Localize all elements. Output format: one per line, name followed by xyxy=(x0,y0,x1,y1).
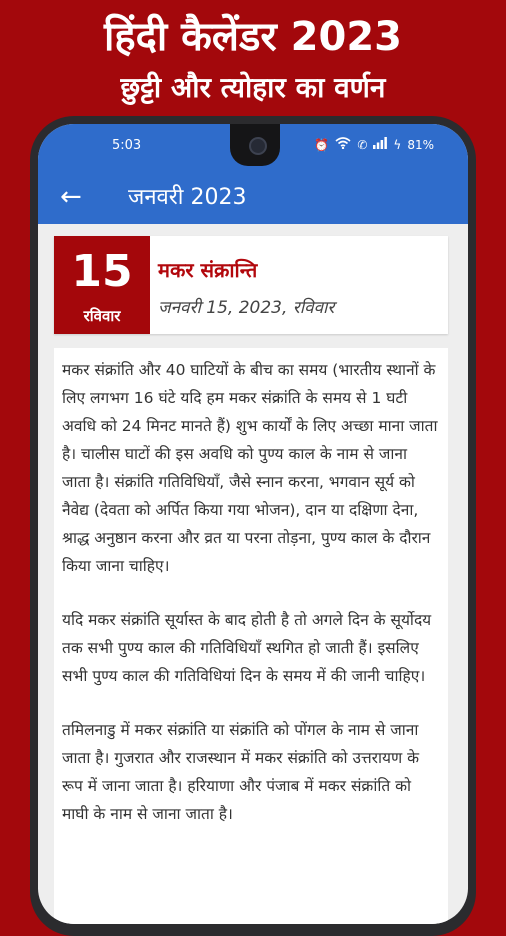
camera-notch xyxy=(230,124,280,166)
festival-date: जनवरी 15, 2023, रविवार xyxy=(158,298,335,318)
status-icons xyxy=(314,137,434,152)
back-button[interactable] xyxy=(60,178,96,218)
page-title: जनवरी 2023 xyxy=(128,185,247,210)
promo-title: हिंदी कैलेंडर 2023 xyxy=(104,14,402,60)
front-camera-icon xyxy=(249,137,267,155)
status-time: 5:03 xyxy=(112,138,142,153)
alarm-icon: ⏰ xyxy=(314,137,330,152)
day-number: 15 xyxy=(71,246,133,297)
app-bar xyxy=(38,172,468,224)
call-icon: ✆ xyxy=(357,137,368,152)
festival-description[interactable] xyxy=(54,348,448,924)
festival-title: मकर संक्रान्ति xyxy=(158,258,258,282)
battery-charging-icon: ϟ xyxy=(393,137,402,152)
wifi-icon xyxy=(335,137,351,152)
description-paragraph: मकर संक्रांति और 40 घाटियों के बीच का समय (भारतीय स्थानों के लिए लगभग 16 घंटे यदि हम मकर संक्रांति के समय से 1 घटी अवधि को 24 मिनट मानते हैं) शुभ कार्यों के लिए अच्छा माना जाता है। चालीस घाटों की इस अवधि को पुण्य काल के नाम से जाना जाता है। संक्रांति गतिविधियाँ, जैसे स्नान करना, भगवान सूर्य को नैवेद्य (देवता को अर्पित किया गया भोजन), दान या दक्षिणा देना, श्राद्ध अनुष्ठान करना और व्रत या परना तोड़ना, पुण्य काल के दौरान किया जाना चाहिए। xyxy=(62,361,438,575)
battery-percent: 81% xyxy=(407,137,434,152)
description-paragraph: तमिलनाडु में मकर संक्रांति या संक्रांति को पोंगल के नाम से जाना जाता है। गुजरात और राजस्थान में मकर संक्रांति को उत्तरायण के रूप में जाना जाता है। हरियाणा और पंजाब में मकर संक्रांति को माघी के नाम से जाना जाता है। xyxy=(62,721,420,823)
promo-subtitle: छुट्टी और त्योहार का वर्णन xyxy=(120,71,386,104)
phone-screen xyxy=(38,124,468,924)
festival-date-card xyxy=(54,236,448,334)
status-bar xyxy=(38,124,468,172)
signal-icon xyxy=(373,137,387,152)
day-badge xyxy=(54,236,150,334)
arrow-left-icon: ← xyxy=(60,182,82,212)
description-paragraph: यदि मकर संक्रांति सूर्यास्त के बाद होती है तो अगले दिन के सूर्योदय तक सभी पुण्य काल की गतिविधियाँ स्थगित हो जाती हैं। इसलिए सभी पुण्य काल की गतिविधियां दिन के समय में की जानी चाहिए। xyxy=(62,611,432,685)
day-name: रविवार xyxy=(83,307,121,325)
